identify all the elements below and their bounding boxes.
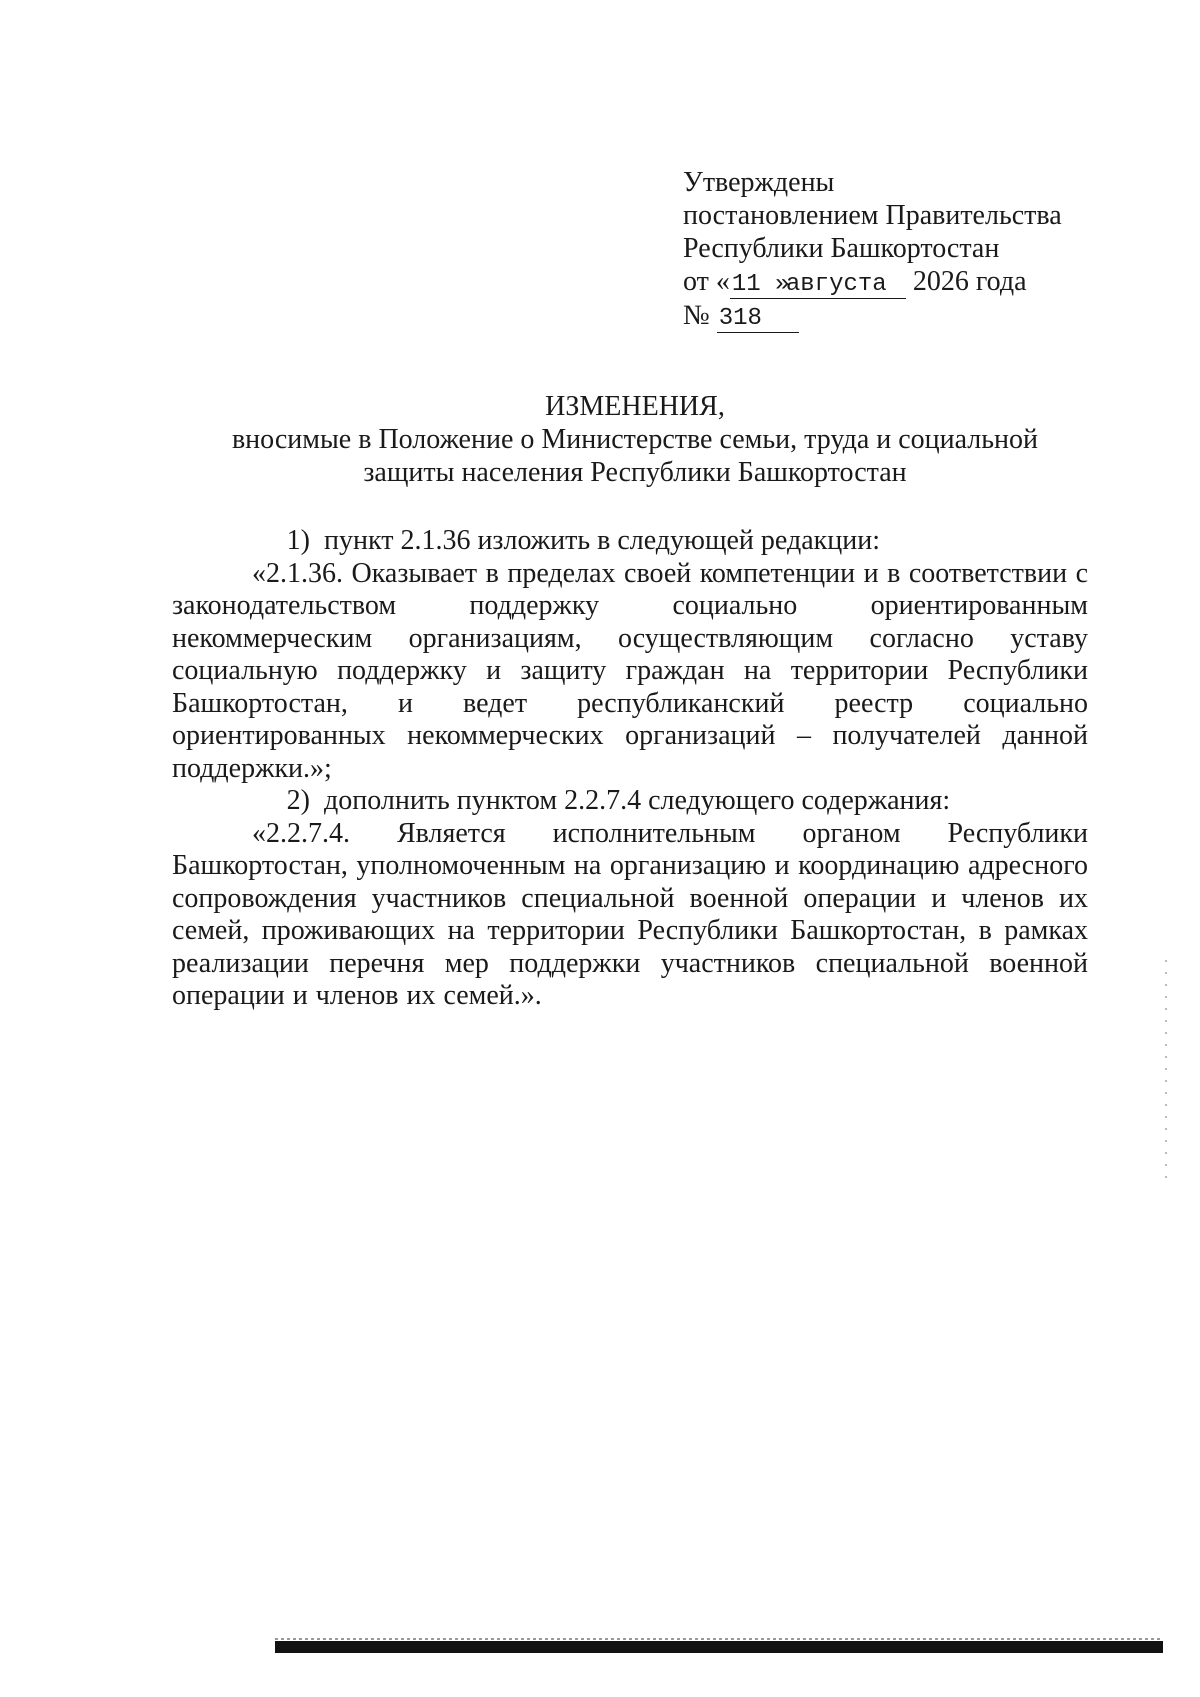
- scan-edge-fade: [275, 1638, 1163, 1640]
- item-2-text: «2.2.7.4. Является исполнительным органом Республики Башкортостан, уполномоченным на организацию и координацию адресного сопровождения участников специальной военной операции и членов их семей, проживающих на территории Республики Башкортостан, в рамках реализации перечня мер поддержки участников специальной военной операции и членов их семей.».: [172, 817, 1088, 1011]
- title-subheading-1: вносимые в Положение о Министерстве семьи, труда и социальной: [231, 424, 1039, 455]
- item-1-head: [172, 525, 1088, 558]
- item-2-number: 2): [286, 785, 310, 816]
- approval-number-line: [683, 299, 1103, 333]
- item-1-instruction: пункт 2.1.36 изложить в следующей редакции:: [324, 525, 880, 556]
- approval-line-approved: Утверждены: [683, 167, 835, 198]
- scan-bottom-edge: [275, 1641, 1163, 1653]
- date-prefix: от «: [683, 266, 730, 297]
- date-year: 2026 года: [912, 266, 1027, 297]
- title-heading: ИЗМЕНЕНИЯ,: [545, 391, 725, 422]
- approval-line-resolution: постановлением Правительства: [683, 200, 1062, 231]
- item-2-head: [172, 785, 1088, 818]
- date-day: [730, 271, 790, 299]
- number-prefix: №: [683, 300, 710, 331]
- approval-line-republic: Республики Башкортостан: [683, 233, 1000, 264]
- date-month: августа: [780, 272, 906, 299]
- document-title: [170, 390, 1100, 489]
- document-number: 318: [717, 306, 799, 333]
- date-day-value: 11: [731, 271, 761, 298]
- date-day-close: »: [775, 271, 790, 298]
- approval-date-line: [683, 265, 1103, 299]
- scan-artifact-dots: [1165, 960, 1167, 1180]
- item-2-instruction: дополнить пунктом 2.2.7.4 следующего содержания:: [324, 785, 951, 816]
- title-subheading-2: защиты населения Республики Башкортостан: [363, 457, 907, 488]
- item-1-text: «2.1.36. Оказывает в пределах своей компетенции и в соответствии с законодательством поддержку социально ориентированным некоммерческим организациям, осуществляющим согласно уставу социальную поддержку и защиту граждан на территории Республики Башкортостан, и ведет республиканский реестр социально ориентированных некоммерческих организаций – получателей данной поддержки.»;: [172, 557, 1088, 784]
- item-1-number: 1): [286, 525, 310, 556]
- document-body: [172, 525, 1088, 1013]
- approval-block: [683, 166, 1103, 333]
